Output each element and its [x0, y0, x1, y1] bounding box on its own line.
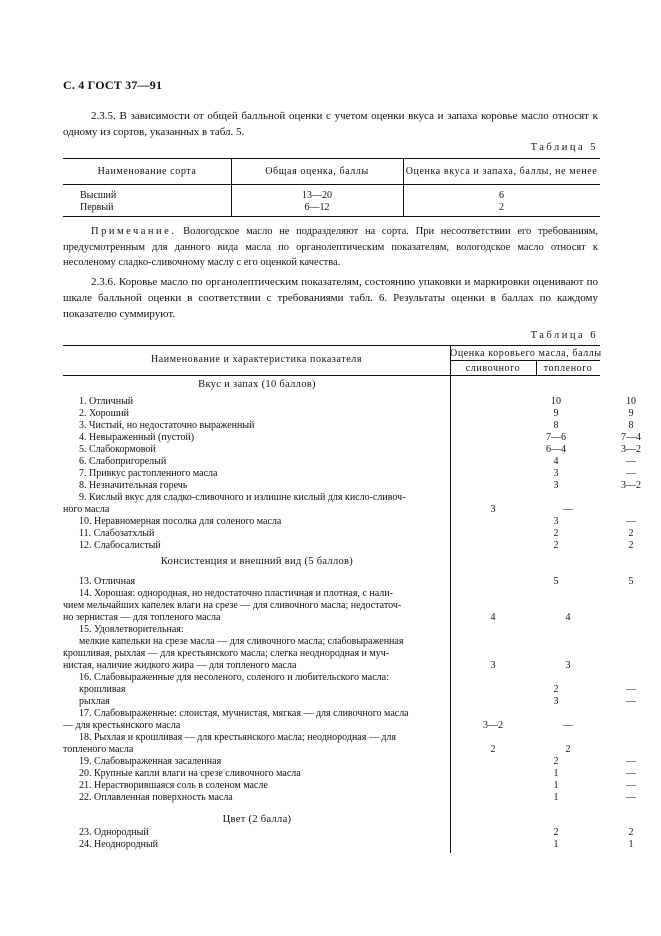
table-row: 19. Слабовыраженная засаленная 2 — [79, 756, 636, 767]
row9-cream: 3 [490, 504, 496, 515]
table5-row-total: 6—12 [304, 202, 330, 213]
table5-header-grade: Наименование сорта [97, 166, 197, 177]
row15-line1: 15. Удовлетворительная: [79, 624, 184, 635]
row9-line1: 9. Кислый вкус для сладко-сливочного и излишне кислый для кисло-сливоч- [79, 492, 406, 503]
table6-subheader-rule [450, 360, 600, 361]
table6-caption: Таблица 6 [530, 330, 598, 341]
table5-top-rule [63, 158, 600, 159]
table5-row-taste: 6 [499, 190, 504, 201]
table5-header-rule [63, 184, 600, 185]
table5-header-taste: Оценка вкуса и запаха, баллы, не менее [405, 166, 598, 177]
table-row: 2. Хороший 9 9 [79, 408, 634, 419]
note-label: Примечание. [91, 226, 177, 237]
table5-note [63, 224, 598, 271]
table5-bottom-rule [63, 216, 600, 217]
row15-ghee: 3 [565, 660, 571, 671]
row14-line1: 14. Хорошая: однородная, но недостаточно пластичная и плотная, с нали- [79, 588, 393, 599]
table-row: 10. Неравномерная посолка для соленого масла 3 — [79, 516, 636, 527]
table-row: 13. Отличная 5 5 [79, 576, 634, 587]
row15-line4: нистая, наличие жидкого жира — для топленого масла [63, 660, 297, 671]
table5-header-total: Общая оценка, баллы [265, 166, 369, 177]
table-row: 11. Слабозатхлый 2 2 [79, 528, 634, 539]
table6-header-score: Оценка коровьего масла, баллы [450, 348, 602, 359]
table6-header-rule [63, 375, 600, 376]
table-row: 23. Однородный 2 2 [79, 827, 634, 838]
row15-line2: мелкие капельки на срезе масла — для сливочного масла; слабовыраженная [79, 636, 404, 647]
section-taste-title: Вкус и запах (10 баллов) [198, 379, 316, 390]
table-row: рыхлая 3 — [79, 696, 636, 707]
row9-ghee: — [563, 504, 573, 515]
paragraph-2-3-5: 2.3.5. В зависимости от общей балльной оценки с учетом оценки вкуса и запаха коровье масло относят к одному из сортов, указанных в табл. 5. [63, 110, 598, 138]
table5-row-name: Первый [80, 202, 114, 213]
table-row: крошливая 2 — [79, 684, 636, 695]
table6-header-ghee: топленого [543, 363, 593, 374]
table-row: 12. Слабосалистый 2 2 [79, 540, 634, 551]
page-header: С. 4 ГОСТ 37—91 [63, 78, 163, 92]
row14-cream: 4 [490, 612, 496, 623]
table-row: 1. Отличный 10 10 [79, 396, 636, 407]
table-row: 24. Неоднородный 1 1 [79, 839, 634, 850]
row15-cream: 3 [490, 660, 496, 671]
row14-line2: чием мельчайших капелек влаги на срезе — для сливочного масла; недостаточ- [63, 600, 402, 611]
table-row: 22. Оплавленная поверхность масла 1 — [79, 792, 636, 803]
table-row: 8. Незначительная горечь 3 3—2 [79, 480, 641, 491]
table-row: 21. Нерастворившаяся соль в соленом масле 1 — [79, 780, 636, 791]
table-row: 5. Слабокормовой 6—4 3—2 [79, 444, 641, 455]
row14-ghee: 4 [565, 612, 571, 623]
row18-line1: 18. Рыхлая и крошливая — для крестьянского масла; неоднородная — для [79, 732, 397, 743]
table5-row-total: 13—20 [302, 190, 332, 201]
row18-line2: топленого масла [63, 744, 134, 755]
table-row: 4. Невыраженный (пустой) 7—6 7—4 [79, 432, 641, 443]
row18-ghee: 2 [565, 744, 571, 755]
note-text: Вологодское масло не подразделяют на сорта. При несоответствии его требованиям, предусмотренным для данного вида масла по органолептическим показателям, вологодское масло относят к несоленому сладко-сливочному маслу с его оценкой качества. [63, 226, 599, 268]
row16-line: 16. Слабовыраженные для несоленого, соленого и любительского масла: [79, 672, 389, 683]
row18-cream: 2 [490, 744, 496, 755]
table-row: 3. Чистый, но недостаточно выраженный 8 8 [79, 420, 634, 431]
row17-ghee: — [563, 720, 573, 731]
row15-line3: крошливая, рыхлая — для крестьянского масла; слегка неоднородная и муч- [63, 648, 390, 659]
table6-top-rule [63, 345, 600, 346]
row9-line2: ного масла [63, 504, 110, 515]
row17-cream: 3—2 [483, 720, 503, 731]
row17-line1: 17. Слабовыраженные: слоистая, мучнистая, мягкая — для сливочного масла [79, 708, 409, 719]
table-row: 6. Слабопригорелый 4 — [79, 456, 636, 467]
paragraph-2-3-6: 2.3.6. Коровье масло по органолептическим показателям, состоянию упаковки и маркировки оценивают по шкале балльной оценки в соответствии с требованиями табл. 6. Результаты оценки в баллах по каждому показателю суммируют. [63, 276, 598, 320]
table5-row-taste: 2 [499, 202, 504, 213]
table5-caption: Таблица 5 [530, 142, 598, 153]
table5-row-name: Высший [80, 190, 117, 201]
section-color-title: Цвет (2 балла) [222, 814, 292, 825]
row14-line3: но зернистая — для топленого масла [63, 612, 221, 623]
table6-header-name: Наименование и характеристика показателя [150, 354, 363, 365]
table-row: 20. Крупные капли влаги на срезе сливочного масла 1 — [79, 768, 636, 779]
row17-line2: — для крестьянского масла [63, 720, 181, 731]
table-row: 7. Привкус растопленного масла 3 — [79, 468, 636, 479]
section-consistency-title: Консистенция и внешний вид (5 баллов) [160, 556, 354, 567]
table6-header-cream: сливочного [465, 363, 521, 374]
